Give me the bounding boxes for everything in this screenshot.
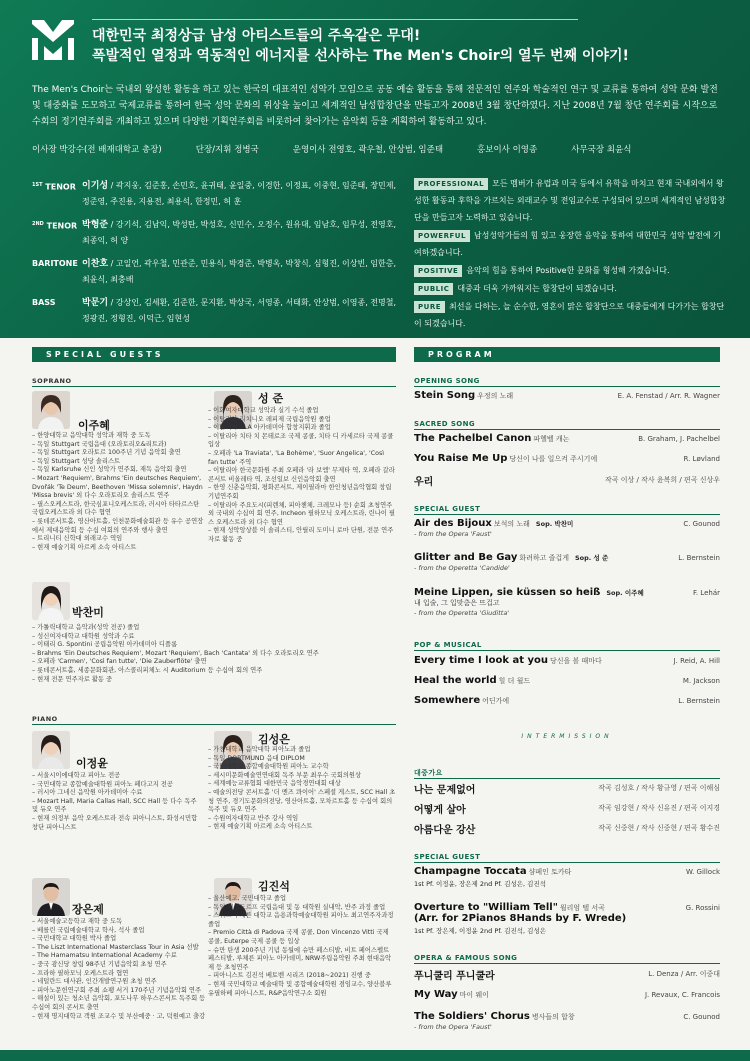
song-title: My Way — [414, 989, 458, 1000]
intro-text: The Men's Choir는 국내외 왕성한 활동을 하고 있는 한국의 대표적인 성악가 모임으로 공동 예술 활동을 통해 전문적인 연주와 학술적인 연구 및 교류를 통하여 성악 문화 발전 및 대중화를 도모하고 국제교류를 통하여 한국 성악 문화의 위상을 높이고 세계적인 남성합창단을 만들고자 2008년 3월 창단하였다. 지난 2008년 7월 창단 연주회를 시작으로 수회의 정기연주회를 개최하고 있으며 다양한 기획연주회를 비롯하여 찾아가는 음악회 등을 계획하여 활동하고 있다. — [32, 85, 718, 127]
song-title: 푸니쿨리 푸니쿨라 — [414, 971, 495, 982]
bio-item: – 러시아 그네신 음악원 아카데미아 수료 — [32, 789, 202, 798]
program-item — [414, 781, 720, 796]
value-powerful — [414, 227, 726, 261]
header-banner — [0, 0, 750, 338]
program-item — [414, 587, 720, 617]
bio-item: – 중국 광신당 창립 98주년 기념음악회 초청 연주 — [32, 961, 208, 970]
bio-item: – 국민대학교 종합예술대학원 피아노 교수학 — [208, 763, 396, 772]
bottom-bar — [0, 1050, 750, 1061]
song-soloist: Sop. 박찬미 — [535, 520, 574, 528]
song-credit: C. Gounod — [683, 1013, 720, 1021]
header-rule — [92, 19, 578, 20]
bio-item: – 독일 뒤셀도르프 국립음대 및 동 대학원 실내악, 반주 과정 졸업 — [208, 904, 396, 913]
part-sup: 2ND — [32, 221, 44, 227]
song-credit: J. Reid, A. Hill — [673, 657, 720, 665]
song-title: Champagne Toccata — [414, 866, 527, 877]
part-2nd-tenor — [32, 217, 402, 248]
bio-item: – 이탈리아 한국문화원 주최 오페라 '라 보엠' 무제타 역, 오페라 갈라 콘서트 비올레타 역, 조선일보 신인음악회 출연 — [208, 467, 396, 484]
artist-name: 김성은 — [258, 733, 290, 746]
program-item — [414, 433, 720, 444]
soprano-rule — [32, 386, 396, 387]
artist-bio — [208, 895, 396, 998]
song-korean: 화려하고 즐겁게 — [519, 554, 569, 562]
song-title: 어떻게 살아 — [414, 805, 466, 816]
artist-bio — [208, 746, 396, 832]
bio-item: – The Liszt International Masterclass Tour in Asia 선발 — [32, 944, 208, 953]
program-item — [414, 967, 720, 982]
cat-rule — [414, 778, 720, 779]
song-subtitle: 내 입술, 그 입맞춤은 뜨겁고 — [414, 599, 500, 607]
choir-values — [414, 175, 726, 333]
part-leader: 이찬호 — [82, 259, 109, 269]
bio-item: – 서울시이에대학교 피아노 전공 — [32, 772, 202, 781]
headline — [92, 26, 732, 66]
value-text: 남성성악가들의 힘 있고 웅장한 음악을 통하여 대한민국 성악 발전에 기여하겠습니다. — [414, 231, 721, 257]
part-members: / 고일언, 곽우철, 민관준, 민용식, 박경준, 박병옥, 박창식, 심형진, 이상빈, 임한층, 최윤식, 최충배 — [82, 259, 397, 284]
bio-item: – 이탈리아 치타 치 몬테로조 국제 콩쿨, 치타 디 카세르타 국제 콩쿨 입상 — [208, 433, 396, 450]
song-korean: 파헬벨 캐논 — [533, 435, 570, 443]
bio-item: – 국민대학교 종합예술대학원 피아노 페다고지 전공 — [32, 781, 202, 790]
part-name: BASS — [32, 298, 56, 307]
staff-secretary: 사무국장 최윤식 — [571, 145, 632, 155]
part-name: BARITONE — [32, 259, 78, 268]
song-credit: L. Bernstein — [678, 697, 720, 705]
artist-name: 성 준 — [258, 392, 284, 405]
song-korean: 우정의 노래 — [477, 392, 514, 400]
artist-bio — [32, 624, 332, 684]
part-leader: 박문기 — [82, 298, 109, 308]
song-korean: 병사들의 합창 — [531, 1013, 575, 1021]
bio-item: – 성신여자대학교 대학원 성악과 수료 — [32, 633, 332, 642]
song-title: Glitter and Be Gay — [414, 552, 518, 563]
song-credit: L. Bernstein — [678, 554, 720, 562]
song-credit: 작곡 임강현 / 작사 신유진 / 편곡 이지경 — [598, 804, 720, 812]
bio-item: – 프라하 필하모닉 오케스트라 협연 — [32, 970, 208, 979]
song-credit: W. Gillock — [685, 868, 720, 876]
part-members: / 강상인, 김세환, 김준한, 문지환, 박상국, 서영종, 서태화, 안상범, 이영종, 전명철, 정광진, 정형진, 이덕근, 임현성 — [82, 298, 397, 323]
bio-item: – 베를린 국립예술대학교 학사, 석사 졸업 — [32, 927, 208, 936]
artist-name: 이정윤 — [76, 757, 108, 770]
bio-item: – 이탈리아 주요도시(피렌체, 피아첸체, 크레모나 등) 순회 초청연주 외 국내외 수십여 회 연주, Incheon 필하모닉 오케스트라, 린나이 필스 오케스트라 외 다수 협연 — [208, 502, 396, 528]
bio-item: – 오페라 'La Traviata', 'La Bohème', 'Suor Angelica', 'Così fan tutte' 주역 — [208, 450, 396, 467]
bio-item: – 독일 Stuttgart 국립음대 (오라토리오&리트과) — [32, 441, 207, 450]
song-title: Stein Song — [414, 390, 476, 401]
headline-line-1: 대한민국 최정상급 남성 아티스트들의 주옥같은 무대! — [92, 28, 421, 44]
bio-item: – 서울예술고등학교 재학 중 도독 — [32, 918, 208, 927]
value-tag: POSITIVE — [414, 265, 462, 277]
part-sup: 1ST — [32, 182, 43, 188]
program-item — [414, 518, 720, 538]
song-title: 아름다운 강산 — [414, 825, 476, 836]
bio-item: – 현재 예술기획 아르케 소속 아티스트 — [32, 544, 207, 553]
piano-rule — [32, 724, 396, 725]
artist-photo — [32, 731, 70, 769]
bio-item: – 수원여자대학교 반주 강사 역임 — [208, 815, 396, 824]
artist-photo — [32, 582, 70, 620]
part-leader: 이기성 — [82, 181, 109, 191]
song-korean: 당신이 나를 일으켜 주시기에 — [509, 455, 598, 463]
song-korean: 어딘가에 — [482, 697, 510, 705]
value-tag: PUBLIC — [414, 283, 453, 295]
song-note: - from the Operetta 'Candide' — [414, 564, 510, 572]
cat-sacred: SACRED SONG — [414, 420, 476, 428]
intermission-label: INTERMISSION — [521, 733, 613, 740]
song-note: - from the Operetta 'Giuditta' — [414, 609, 510, 617]
song-credit: 작곡 신중현 / 작사 신중현 / 편곡 황수진 — [598, 824, 720, 832]
bio-item: – 독일 Stuttgart 오라토르 100주년 기념 음악회 출연 — [32, 449, 207, 458]
program-item — [414, 675, 720, 686]
song-title: Somewhere — [414, 695, 481, 706]
song-title: Air des Bijoux — [414, 518, 492, 529]
bio-item: – 현재 예술기획 아르케 소속 아티스트 — [208, 823, 396, 832]
song-korean: 당신을 볼 때마다 — [549, 657, 602, 665]
staff-list — [32, 143, 722, 155]
artist-bio — [208, 407, 396, 545]
cat-rule — [414, 514, 720, 515]
staff-chair: 이사장 박강수(전 배재대학교 총장) — [32, 145, 162, 155]
song-title: Meine Lippen, sie küssen so heiß — [414, 587, 601, 598]
song-korean: 마이 웨이 — [459, 991, 489, 999]
program-item — [414, 821, 720, 836]
bio-item: – Mozart 'Requiem', Brahms 'Ein deutsches Requiem', Dvořák 'Te Deum', Beethoven 'Missa solemnis', Haydn 'Missa brevis' 외 다수 오라토리오 솔리스트 연주 — [32, 475, 207, 501]
bio-item: – 슈만 탄생 200주년 기념 동월에 슈만 페스티발, 비트 페어스펠트 페스티발, 루체른 피아노 아카데미, NRW주립음악원 주최 현대음악제 등 초청연주 — [208, 947, 396, 973]
cat-rule — [414, 862, 720, 863]
bio-item: – 롯데콘서트홀, 영산아트홀, 인천문화예술회관 등 유수 공연장에서 제대음악회 등 수십 여회의 연주와 행사 출연 — [32, 518, 207, 535]
bio-item: – 현재 전문 연주자로 활동 중 — [32, 676, 332, 685]
song-note: - from the Opera 'Faust' — [414, 530, 492, 538]
song-credit: J. Revaux, C. Francois — [644, 991, 720, 999]
bio-item: – 이화여자대학교 성악과 실기 수석 졸업 — [208, 407, 396, 416]
bio-item: – 롯데콘서트홀, 세종문화회관, 아스콜리피체노 시 Auditorium 등 수십여 회의 연주 — [32, 667, 332, 676]
value-text: 최선을 다하는, 늘 순수한, 영혼이 맑은 합창단으로 대중들에게 다가가는 합창단이 되겠습니다. — [414, 302, 725, 328]
voice-parts — [32, 178, 402, 334]
bio-item: – 피아니스트 김진석 베토벤 시리즈 (2018~2021) 진행 중 — [208, 972, 396, 981]
bio-item: – 독일 DORTMUND 음대 DIPLOM — [208, 755, 396, 764]
song-title: 우리 — [414, 477, 434, 488]
cat-korean-pop: 대중가요 — [414, 769, 443, 777]
value-positive — [414, 262, 726, 279]
cat-rule — [414, 963, 720, 964]
bio-item: – 독일 Karlsruhe 신인 성악가 연주회, 재독 음악회 출연 — [32, 466, 207, 475]
song-credit: B. Graham, J. Pachelbel — [638, 435, 720, 443]
value-text: 모든 멤버가 유럽과 미국 등에서 유학을 마치고 현재 국내외에서 왕성한 활동과 후학을 가르치는 외래교수 및 전임교수로 구성되어 있으며 세계적인 남성합창단을 만들고자 노력하고 있습니다. — [414, 179, 726, 222]
program-item — [414, 902, 720, 935]
bio-item: – 예술의전당 콘서트홀 '더 멘즈 콰이어' 스페셜 게스트, SCC Hall 초청 연주, 경기도문화의전당, 영산아트홀, 모차르트홀 등 수십여 회의 독주 및 듀오 연주 — [208, 789, 396, 815]
part-leader: 박형준 — [82, 220, 109, 230]
bio-item: – 현재 국민대학교 예술대학 및 종합예술대학원 겸임교수, 양산블루 유필하베 피아니스트, R&P음악연구소 회원 — [208, 981, 396, 998]
program-bar: PROGRAM — [414, 347, 720, 362]
artist-name: 김진석 — [258, 880, 290, 893]
artist-bio — [32, 772, 202, 832]
artist-name: 장은제 — [72, 903, 104, 916]
staff-pr: 홍보이사 이영종 — [477, 145, 538, 155]
cat-special-guest: SPECIAL GUEST — [414, 505, 481, 513]
song-title: You Raise Me Up — [414, 453, 508, 464]
song-title: Every time I look at you — [414, 655, 548, 666]
value-professional — [414, 175, 726, 226]
cat-opening: OPENING SONG — [414, 377, 480, 385]
cat-opera-famous: OPERA & FAMOUS SONG — [414, 954, 518, 962]
song-performers: 1st Pf. 장은제, 이정윤 2nd Pf. 김진석, 김성은 — [414, 927, 546, 935]
artist-name: 이주혜 — [78, 419, 110, 432]
program-item — [414, 473, 720, 488]
song-arrangement: (Arr. for 2Pianos 8Hands by F. Wrede) — [414, 913, 627, 924]
song-title: 나는 문제없어 — [414, 785, 476, 796]
artist-bio — [32, 918, 208, 1021]
bio-item: – 독일 Stuttgart 성당 솔리스트 — [32, 458, 207, 467]
song-korean: 보석의 노래 — [493, 520, 530, 528]
part-members: / 강기석, 김남익, 박성탄, 박성호, 신민수, 오정수, 원유대, 임남호, 임무성, 전영호, 최종익, 허 양 — [82, 220, 397, 245]
song-credit: C. Gounod — [683, 520, 720, 528]
song-korean: 윌리엄 텔 서곡 — [559, 904, 605, 912]
song-soloist: Sop. 성 준 — [574, 554, 609, 562]
part-name: TENOR — [45, 182, 76, 192]
program-item — [414, 655, 720, 666]
bio-item: – 이탈리아 ALA 아카데미아 합창지휘과 졸업 — [208, 424, 396, 433]
song-credit: R. Løvland — [683, 455, 720, 463]
staff-conductor: 단장/지휘 정병국 — [195, 145, 259, 155]
bio-item: – 세시미문화예술연연대회 독주 부문 최우수 국회의원상 — [208, 772, 396, 781]
cat-rule — [414, 386, 720, 387]
song-performers: 1st Pf. 이정윤, 장은제 2nd Pf. 김성은, 김진석 — [414, 880, 546, 888]
bio-item: – 가천대학교 음악대학 피아노과 졸업 — [208, 746, 396, 755]
bio-item: – 피아노문헌연구회 주최 쇼팽 서거 170주년 기념음악회 연주 — [32, 987, 208, 996]
piano-label: PIANO — [32, 715, 58, 723]
song-note: - from the Opera 'Faust' — [414, 1023, 492, 1031]
value-tag: PROFESSIONAL — [414, 178, 488, 190]
bio-item: – 세계예능교류협회 대한민국 음악경연대회 대상 — [208, 780, 396, 789]
part-1st-tenor — [32, 178, 402, 209]
song-title: The Pachelbel Canon — [414, 433, 532, 444]
song-soloist: Sop. 이주혜 — [606, 589, 644, 597]
value-text: 대중과 더욱 가까워지는 합창단이 되겠습니다. — [457, 284, 617, 293]
part-name: TENOR — [46, 221, 78, 231]
song-title: Heal the world — [414, 675, 497, 686]
value-text: 음악의 힘을 통하여 Positive한 문화를 형성해 가겠습니다. — [466, 266, 670, 275]
bio-item: – 한영 신춘음악회, 평화콘서트, 제이필라마 한인청년음악협회 창립기념연주회 — [208, 484, 396, 501]
song-credit: 작곡 이상 / 작사 윤복희 / 편곡 신상우 — [605, 476, 720, 484]
song-credit: G. Rossini — [685, 904, 720, 912]
value-pure — [414, 298, 726, 332]
cat-special-guest-2: SPECIAL GUEST — [414, 853, 481, 861]
song-credit: L. Denza / Arr. 이중대 — [648, 970, 720, 978]
headline-line-2: 폭발적인 열정과 역동적인 에너지를 선사하는 The Men's Choir의 열두 번째 이야기! — [92, 48, 629, 64]
bio-item: – 가톨릭대학교 음악과(성악 전공) 졸업 — [32, 624, 332, 633]
program-item — [414, 390, 720, 401]
bio-item: – 네덜란드 대사관, 인간개발연구원 초청 연주 — [32, 978, 208, 987]
bio-item: – 이태리 G. Spontini 공립음악원 아카데미아 디플롬 — [32, 641, 332, 650]
value-public — [414, 280, 726, 297]
song-credit: E. A. Fenstad / Arr. R. Wagner — [617, 392, 720, 400]
song-korean: 샴페인 토카타 — [528, 868, 572, 876]
part-bass — [32, 295, 402, 326]
bio-item: – 현재 성악앙상블 이 솔리스티, 안릴리 도미니 로마 단원, 전문 연주자로 활동 중 — [208, 527, 396, 544]
artist-bio — [32, 432, 207, 552]
song-credit: 작곡 김성호 / 작사 황규영 / 편곡 이해심 — [598, 784, 720, 792]
bio-item: – 트리니티 신학대 외래교수 역임 — [32, 535, 207, 544]
program-item — [414, 695, 720, 706]
artist-photo — [32, 878, 70, 916]
bio-item: – 이탈리아 리치니오 레피제 국립음악원 졸업 — [208, 416, 396, 425]
value-tag: PURE — [414, 301, 445, 313]
program-item — [414, 453, 720, 464]
bio-item: – 해설이 있는 청소년 음악회, 포도나무 하우스콘서트 독주회 등 수십여 회의 콘서트 출연 — [32, 995, 208, 1012]
artist-name: 박찬미 — [72, 606, 104, 619]
program-item — [414, 1011, 720, 1031]
program-item — [414, 989, 720, 1000]
value-tag: POWERFUL — [414, 230, 470, 242]
song-credit: M. Jackson — [682, 677, 720, 685]
bio-item: – 스위스 루체른 대학교 음용과학예술대학원 피아노 최고연주자과정 졸업 — [208, 912, 396, 929]
program-item — [414, 552, 720, 572]
song-title: The Soldiers' Chorus — [414, 1011, 530, 1022]
cat-pop-musical: POP & MUSICAL — [414, 641, 482, 649]
song-credit: F. Lehár — [692, 589, 720, 597]
bio-item: – 오페라 'Carmen', 'Così fan tutte', 'Die Zauberflöte' 출연 — [32, 658, 332, 667]
program-item — [414, 801, 720, 816]
special-guests-bar: SPECIAL GUESTS — [32, 347, 396, 362]
song-title: Overture to "William Tell" — [414, 902, 558, 913]
soprano-label: SOPRANO — [32, 377, 72, 385]
bio-item: – Mozart Hall, Maria Callas Hall, SCC Hall 등 다수 독주 및 듀오 연주 — [32, 798, 202, 815]
bio-item: – 국민대학교 대학원 박사 졸업 — [32, 935, 208, 944]
bio-item: – 현재 명지대학교 객원 조교수 및 부산예중 · 고, 덕원예고 출강 — [32, 1013, 208, 1022]
staff-directors: 운영이사 전영호, 곽우철, 안상범, 임준태 — [292, 145, 444, 155]
song-korean: 힐 더 월드 — [498, 677, 531, 685]
part-members: / 곽지웅, 김준홍, 손민호, 윤귀태, 윤일중, 이경한, 이정표, 이중현, 임준태, 장민제, 정준영, 주진용, 지용전, 최용석, 한정민, 허 훈 — [82, 181, 397, 206]
bio-item: – 필스오케스트라, 한국심포니오케스트라, 러시아 타타르스탄 국립오케스트라 외 다수 협연 — [32, 501, 207, 518]
bio-item: – The Hamamatsu International Academy 수료 — [32, 952, 208, 961]
bio-item: – Brahms 'Ein Deutsches Requiem', Mozart 'Requiem', Bach 'Cantata' 외 다수 오라토리오 연주 — [32, 650, 332, 659]
program-item — [414, 866, 720, 888]
artist-photo — [32, 391, 70, 429]
cat-rule — [414, 650, 720, 651]
part-baritone — [32, 256, 402, 287]
bio-item: – 현재 의정부 음악 오케스트라 전속 피아니스트, 화성시민합창단 피아니스트 — [32, 815, 202, 832]
bio-item: – Premio Città di Padova 국제 콩쿨, Don Vincenzo Vitti 국제 콩쿨, Euterpe 국제 콩쿨 등 입상 — [208, 929, 396, 946]
choir-logo-icon — [30, 18, 76, 62]
cat-rule — [414, 429, 720, 430]
bio-item: – 울산예고, 국민대학교 졸업 — [208, 895, 396, 904]
bio-item: – 한양대학교 음악대학 성악과 재학 중 도독 — [32, 432, 207, 441]
